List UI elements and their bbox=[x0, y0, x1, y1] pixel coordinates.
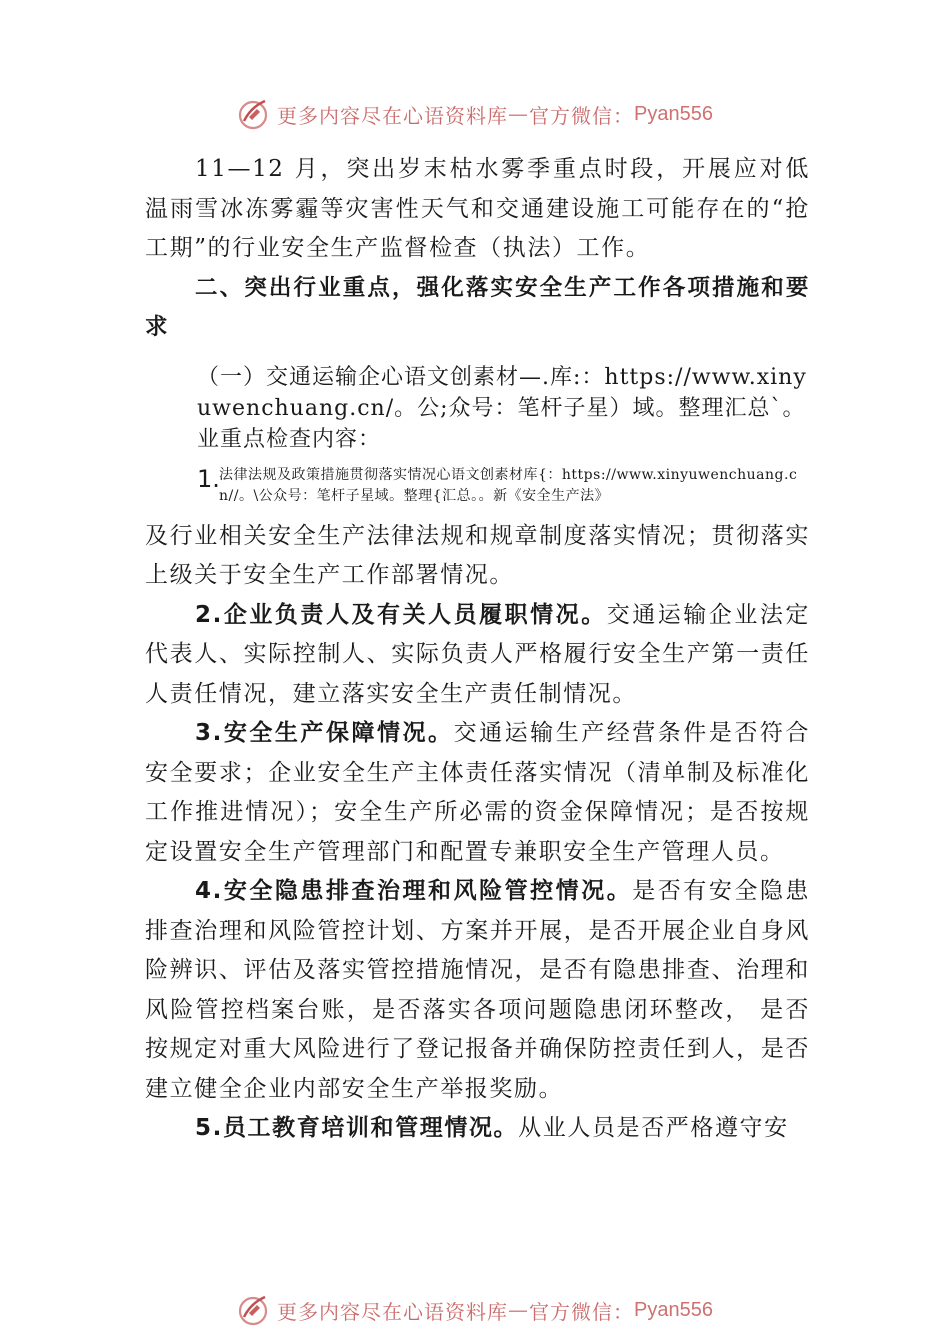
item-3 bbox=[145, 714, 810, 872]
item-1-small bbox=[197, 465, 810, 507]
item-3-body: 交通运输生产经营条件是否符合安全要求；企业安全生产主体责任落实情况（清单制及标准化工作推进情况）；安全生产所必需的资金保障情况；是否按规定设置安全生产管理部门和配置专兼职安全生产管理人员。 bbox=[145, 720, 811, 865]
item-4-body: 是否有安全隐患排查治理和风险管控计划、方案并开展，是否开展企业自身风险辨识、评估及落实管控措施情况，是否有隐患排查、治理和风险管控档案台账，是否落实各项问题隐患闭环整改， 是否按规定对重大风险进行了登记报备并确保防控责任到人，是否建立健全企业内部安全生产举报奖励。 bbox=[145, 878, 810, 1102]
header-banner bbox=[0, 94, 950, 134]
item-2-body: 交通运输企业法定代表人、实际控制人、实际负责人严格履行安全生产第一责任人责任情况，建立落实安全生产责任制情况。 bbox=[145, 601, 810, 707]
item-2-title: 2.企业负责人及有关人员履职情况。 bbox=[195, 601, 607, 628]
item-4-title: 4.安全隐患排查治理和风险管控情况。 bbox=[195, 878, 633, 904]
item-1-small-text: 法律法规及政策措施贯彻落实情况心语文创素材库{：https://www.xinyuwenchuang.cn//。\公众号：笔杆子星域。整理{汇总。。新《安全生产法》 bbox=[219, 466, 798, 504]
item-5 bbox=[145, 1109, 810, 1149]
banner-label: 官方微信： bbox=[529, 103, 635, 128]
item-1-continuation: 及行业相关安全生产法律法规和规章制度落实情况；贯彻落实上级关于安全生产工作部署情况。 bbox=[145, 522, 810, 588]
item-4 bbox=[145, 872, 810, 1109]
section-heading-2: 二、突出行业重点，强化落实安全生产工作各项措施和要求 bbox=[145, 274, 810, 340]
banner-label: 官方微信： bbox=[529, 1299, 635, 1324]
pen-logo-icon bbox=[237, 97, 271, 131]
banner-text: 更多内容尽在心语资料库 bbox=[277, 1299, 509, 1324]
footer-banner bbox=[0, 1290, 950, 1330]
item-5-body: 从业人员是否严格遵守安 bbox=[518, 1115, 789, 1141]
paragraph-period: 11—12 月，突出岁末枯水雾季重点时段，开展应对低温雨雪冰冻雾霾等灾害性天气和交通建设施工可能存在的“抢工期”的行业安全生产监督检查（执法）工作。 bbox=[145, 156, 810, 261]
pen-logo-icon bbox=[237, 1293, 271, 1327]
banner-wechat-id: Pyan556 bbox=[634, 1298, 713, 1321]
item-5-title: 5.员工教育培训和管理情况。 bbox=[195, 1115, 519, 1141]
banner-text: 更多内容尽在心语资料库 bbox=[277, 103, 509, 128]
item-2 bbox=[145, 596, 810, 715]
document-body bbox=[145, 150, 810, 1149]
banner-wechat-id: Pyan556 bbox=[634, 102, 713, 125]
item-3-title: 3.安全生产保障情况。 bbox=[195, 720, 454, 746]
sub-heading: （一）交通运输企心语文创素材—.库:：https://www.xinyuwenchuang.cn/。公;众号：笔杆子星）域。整理汇总`。业重点检查内容： bbox=[197, 364, 807, 452]
banner-separator: — bbox=[508, 102, 530, 126]
banner-separator: — bbox=[508, 1298, 530, 1322]
item-1-number: 1. bbox=[197, 464, 220, 493]
